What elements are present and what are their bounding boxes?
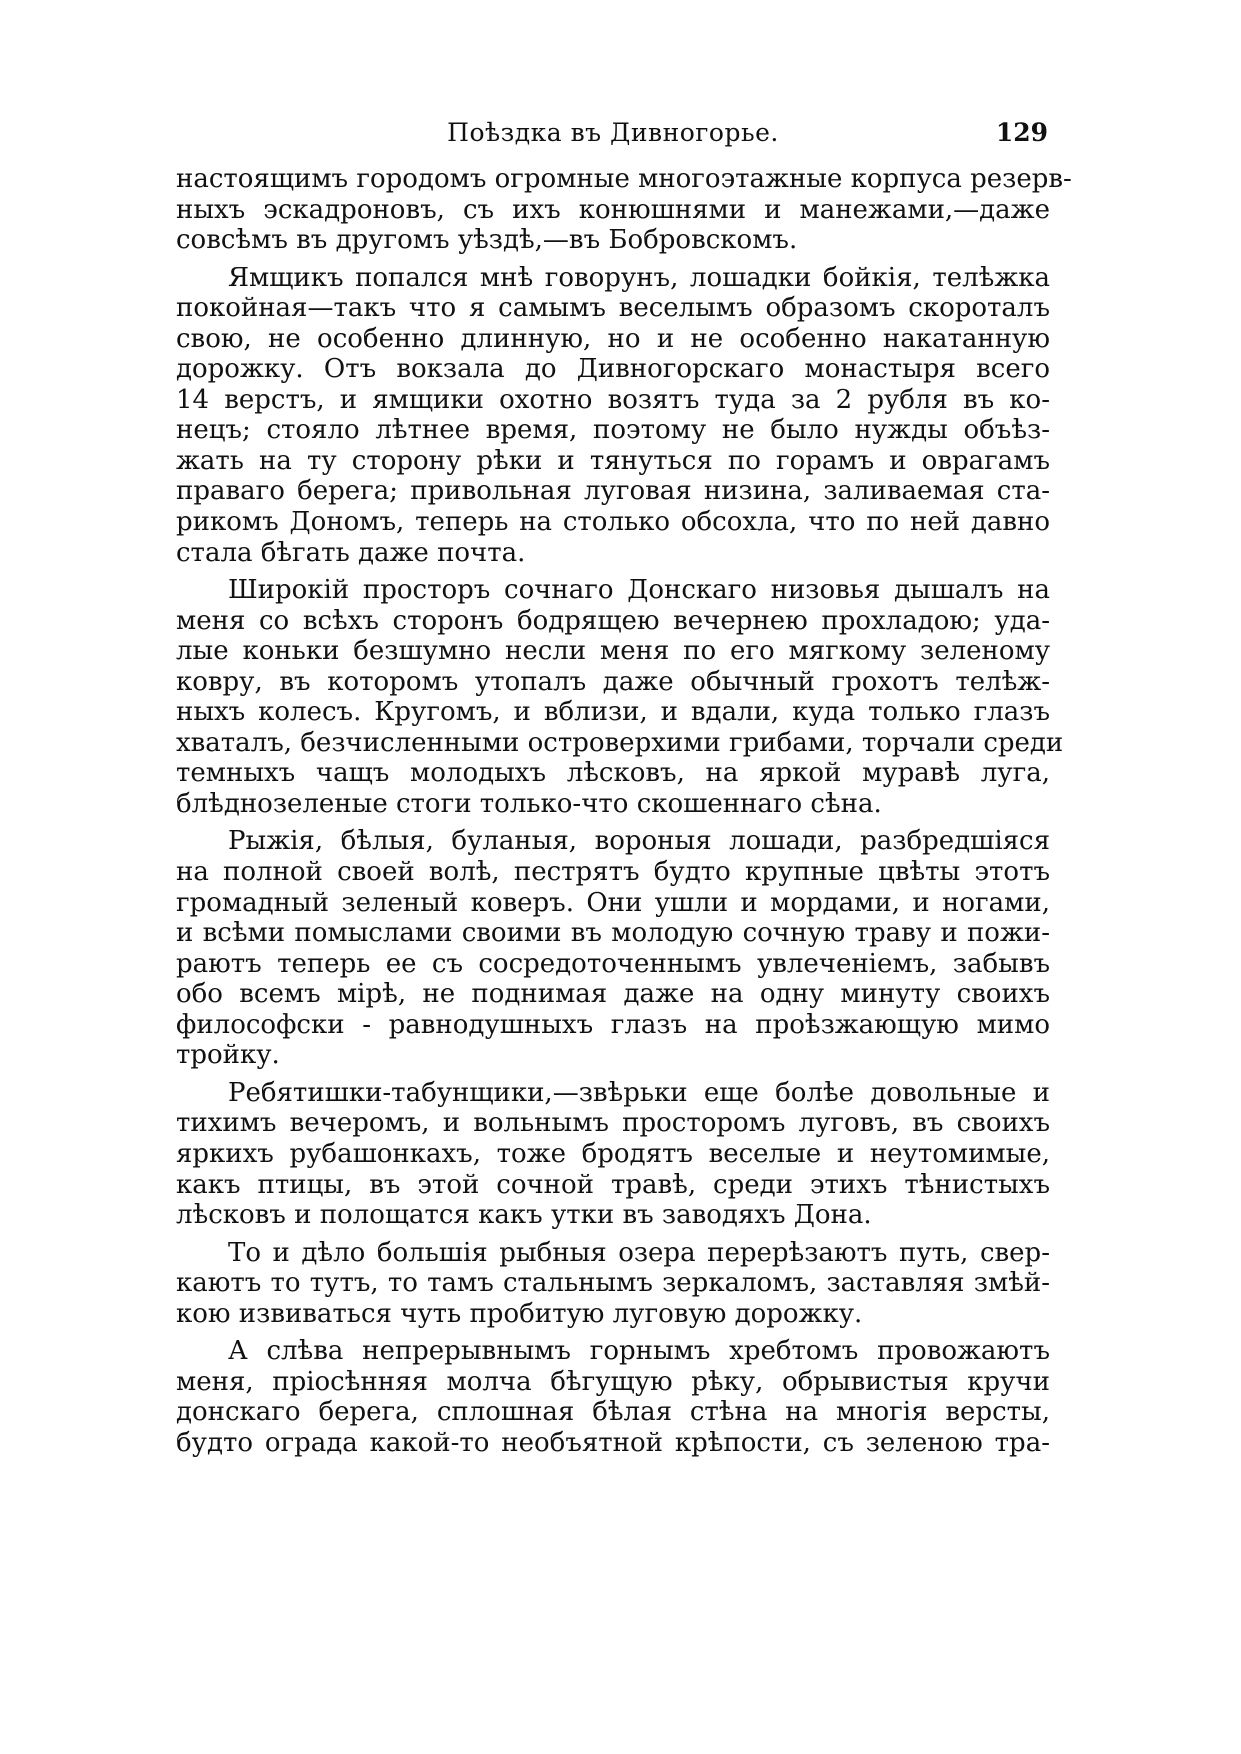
text-line: темныхъ чащъ молодыхъ лѣсковъ, на яркой муравѣ луга, (176, 758, 1050, 789)
running-title: Поѣздка въ Дивногорье. (447, 118, 779, 147)
text-line: Рыжія, бѣлыя, буланыя, вороныя лошади, разбредшіяся (228, 826, 1050, 857)
text-line: кою извиваться чуть пробитую луговую дорожку. (176, 1298, 863, 1329)
text-line: рикомъ Дономъ, теперь на столько обсохла, что по ней давно (176, 507, 1050, 538)
text-line: раютъ теперь ее съ сосредоточеннымъ увлеченіемъ, забывъ (176, 948, 1050, 979)
text-line: настоящимъ городомъ огромные многоэтажные корпуса резерв- (176, 164, 1072, 194)
body-text (176, 164, 1072, 1458)
text-line: тихимъ вечеромъ, и вольнымъ просторомъ луговъ, въ своихъ (176, 1108, 1050, 1139)
paragraph (176, 575, 1064, 819)
paragraph (176, 1238, 1050, 1330)
text-line: праваго берега; привольная луговая низина, заливаемая ста- (176, 476, 1050, 507)
paragraph (176, 263, 1050, 568)
text-line: лые коньки безшумно несли меня по его мягкому зеленому (176, 636, 1050, 667)
text-line: громадный зеленый коверъ. Они ушли и мордами, и ногами, (176, 887, 1050, 918)
text-line: совсѣмъ въ другомъ уѣздѣ,—въ Бобровскомъ. (176, 225, 798, 256)
page-number: 129 (995, 118, 1048, 147)
text-line: покойная—такъ что я самымъ веселымъ образомъ скороталъ (176, 293, 1050, 324)
text-line: ныхъ эскадроновъ, съ ихъ конюшнями и манежами,—даже (176, 194, 1050, 225)
text-line: обо всемъ мірѣ, не поднимая даже на одну минуту своихъ (176, 979, 1050, 1010)
text-line: хваталъ, безчисленными островерхими грибами, торчали среди (176, 727, 1064, 758)
text-line: на полной своей волѣ, пестрятъ будто крупные цвѣты этотъ (176, 857, 1050, 888)
text-line: каютъ то тутъ, то тамъ стальнымъ зеркаломъ, заставляя змѣй- (176, 1268, 1050, 1299)
text-line: яркихъ рубашонкахъ, тоже бродятъ веселые и неутомимые, (176, 1138, 1050, 1169)
paragraph (176, 164, 1072, 256)
page-header (176, 118, 1050, 158)
text-line: меня со всѣхъ сторонъ бодрящею вечернею прохладою; уда- (176, 605, 1050, 636)
text-line: То и дѣло большія рыбныя озера перерѣзаютъ путь, свер- (228, 1237, 1050, 1268)
text-line: донскаго берега, сплошная бѣлая стѣна на многія версты, (176, 1397, 1050, 1428)
text-line: дорожку. Отъ вокзала до Дивногорскаго монастыря всего (176, 354, 1050, 385)
paragraph (176, 1336, 1050, 1458)
text-line: блѣднозеленые стоги только-что скошеннаго сѣна. (176, 788, 882, 819)
text-line: 14 верстъ, и ямщики охотно возятъ туда за 2 рубля въ ко- (176, 384, 1050, 415)
text-line: философски - равнодушныхъ глазъ на проѣзжающую мимо (176, 1009, 1050, 1040)
text-line: жать на ту сторону рѣки и тянуться по горамъ и оврагамъ (176, 445, 1050, 476)
text-line: какъ птицы, въ этой сочной травѣ, среди этихъ тѣнистыхъ (176, 1169, 1050, 1200)
text-line: Ямщикъ попался мнѣ говорунъ, лошадки бойкія, телѣжка (228, 262, 1050, 293)
text-line: нецъ; стояло лѣтнее время, поэтому не было нужды объѣз- (176, 415, 1050, 446)
text-line: Ребятишки-табунщики,—звѣрьки еще болѣе довольные и (228, 1077, 1050, 1108)
text-line: ковру, въ которомъ утопалъ даже обычный грохотъ телѣж- (176, 666, 1050, 697)
text-line: будто ограда какой-то необъятной крѣпости, съ зеленою тра- (176, 1427, 1050, 1458)
paragraph (176, 826, 1050, 1070)
paragraph (176, 1078, 1050, 1231)
text-line: стала бѣгать даже почта. (176, 537, 526, 568)
text-line: лѣсковъ и полощатся какъ утки въ заводяхъ Дона. (176, 1200, 872, 1231)
text-line: свою, не особенно длинную, но и не особенно накатанную (176, 323, 1050, 354)
text-line: ныхъ колесъ. Кругомъ, и вблизи, и вдали, куда только глазъ (176, 697, 1050, 728)
text-line: Широкій просторъ сочнаго Донскаго низовья дышалъ на (228, 575, 1050, 606)
text-line: и всѣми помыслами своими въ молодую сочную траву и пожи- (176, 918, 1050, 949)
text-line: А слѣва непрерывнымъ горнымъ хребтомъ провожаютъ (228, 1336, 1050, 1367)
text-line: тройку. (176, 1040, 280, 1071)
text-line: меня, пріосѣнняя молча бѣгущую рѣку, обрывистыя кручи (176, 1366, 1050, 1397)
